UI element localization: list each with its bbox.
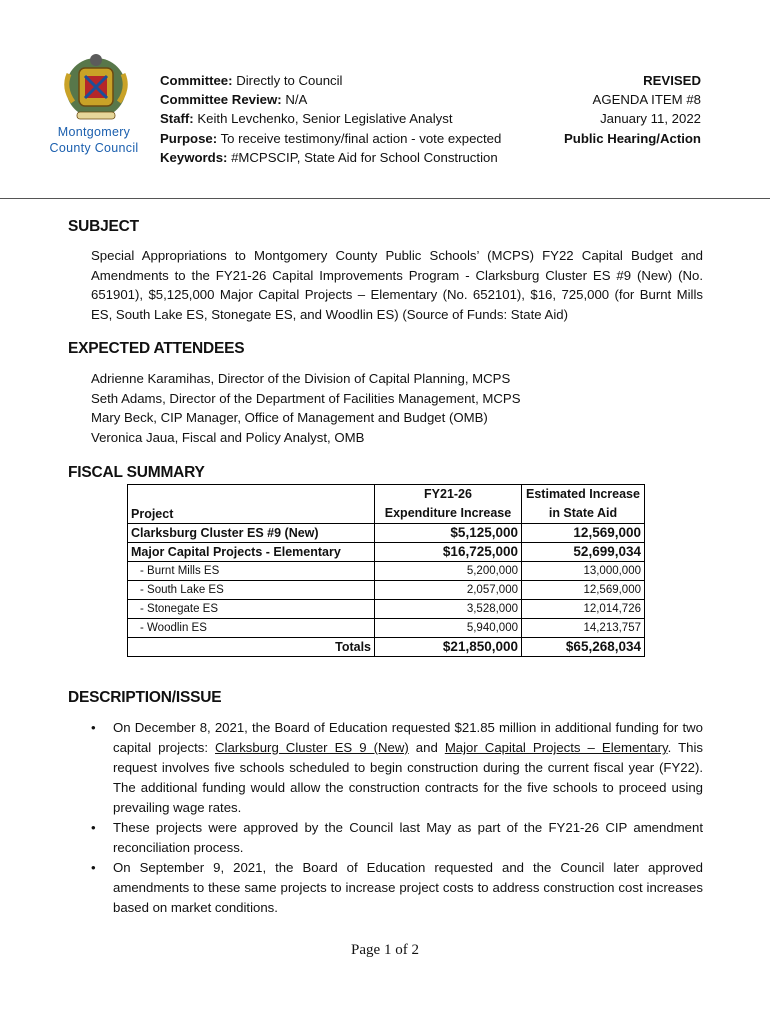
col-header-state-aid: Estimated Increase in State Aid [522,485,645,524]
state-aid-value: 12,014,726 [522,600,645,619]
page-number: Page 1 of 2 [351,942,419,958]
expenditure-value: 5,940,000 [375,619,522,638]
header-divider [0,198,770,199]
list-item: • These projects were approved by the Council last May as part of the FY21-26 CIP amendment reconciliation process. [91,820,703,855]
state-aid-value: 12,569,000 [522,524,645,543]
committee-line: Committee: Directly to Council [160,73,343,88]
fiscal-summary-heading: FISCAL SUMMARY [68,464,205,481]
staff-line: Staff: Keith Levchenko, Senior Legislative Analyst [160,111,453,127]
major-capital-projects-link[interactable]: Major Capital Projects – Elementary [444,740,668,755]
expenditure-value: $5,125,000 [375,524,522,543]
logo-text-line2: County Council [49,141,139,155]
agenda-item: AGENDA ITEM #8 [592,92,701,108]
bullet-icon: • [91,860,96,875]
attendees-list [91,369,521,447]
committee-review-line: Committee Review: N/A [160,92,308,108]
table-header-row [128,485,645,524]
memo-header-fields [160,71,501,167]
school-name: - Burnt Mills ES [128,562,375,581]
attendees-heading: EXPECTED ATTENDEES [68,340,245,357]
state-aid-value: 14,213,757 [522,619,645,638]
attendee-item: Seth Adams, Director of the Department of Facilities Management, MCPS [91,390,521,406]
school-name: - Stonegate ES [128,600,375,619]
table-row [128,543,645,562]
attendee-item: Mary Beck, CIP Manager, Office of Management and Budget (OMB) [91,410,488,425]
table-row [128,600,645,619]
state-aid-value: 52,699,034 [522,543,645,562]
county-council-logo-text [44,124,144,156]
description-heading: DESCRIPTION/ISSUE [68,689,222,706]
state-aid-value: 12,569,000 [522,581,645,600]
totals-row [128,638,645,657]
clarksburg-project-link[interactable]: Clarksburg Cluster ES 9 (New) [215,740,409,755]
list-item: • On December 8, 2021, the Board of Education requested $21.85 million in additional funding for two capital projects: Clarksburg Cluster ES 9 (New) and Major Capital Projects – Elementary. This request involves five schools scheduled to begin construction during the current fiscal year (FY22). The additional funding would allow the construction contracts for the five schools to proceed using prevailing wage rates. [91,720,703,815]
keywords-line: Keywords: #MCPSCIP, State Aid for School Construction [160,149,498,165]
expenditure-value: 2,057,000 [375,581,522,600]
project-name: Major Capital Projects - Elementary [128,543,375,562]
subject-heading: SUBJECT [68,218,139,235]
revised-label: REVISED [643,73,701,88]
meeting-date: January 11, 2022 [600,111,701,127]
attendee-item: Veronica Jaua, Fiscal and Policy Analyst, OMB [91,429,365,445]
table-row [128,524,645,543]
logo-text-line1: Montgomery [57,125,131,139]
expenditure-value: 5,200,000 [375,562,522,581]
totals-state-aid: $65,268,034 [522,638,645,657]
table-row [128,562,645,581]
attendee-item: Adrienne Karamihas, Director of the Division of Capital Planning, MCPS [91,371,511,386]
hearing-type: Public Hearing/Action [563,130,701,146]
county-seal-logo [55,46,137,128]
expenditure-value: $16,725,000 [375,543,522,562]
bullet-icon: • [91,720,96,735]
table-row [128,619,645,638]
state-aid-value: 13,000,000 [522,562,645,581]
list-item: • On September 9, 2021, the Board of Education requested and the Council later approved amendments to these same projects to increase project costs to address construction cost increases based on market conditions. [91,860,703,915]
agenda-info [564,71,701,148]
col-header-expenditure: FY21-26 Expenditure Increase [375,485,522,524]
school-name: - Woodlin ES [128,619,375,638]
table-row [128,581,645,600]
description-list [91,718,703,918]
expenditure-value: 3,528,000 [375,600,522,619]
subject-text: Special Appropriations to Montgomery County Public Schools’ (MCPS) FY22 Capital Budget and Amendments to the FY21-26 Capital Improvements Program - Clarksburg Cluster ES #9 (New) (No. 651901), $5,125,000 Major Capital Projects – Elementary (No. 652101), $16, 725,000 (for Burnt Mills ES, South Lake ES, Stonegate ES, and Woodlin ES) (Source of Funds: State Aid) [91,248,703,322]
purpose-line: Purpose: To receive testimony/final action - vote expected [160,130,502,146]
bullet-icon: • [91,820,96,835]
col-header-project: Project [128,485,375,524]
totals-expenditure: $21,850,000 [375,638,522,657]
fiscal-summary-table [127,484,645,657]
totals-label: Totals [128,638,375,657]
project-name: Clarksburg Cluster ES #9 (New) [128,524,375,543]
school-name: - South Lake ES [128,581,375,600]
